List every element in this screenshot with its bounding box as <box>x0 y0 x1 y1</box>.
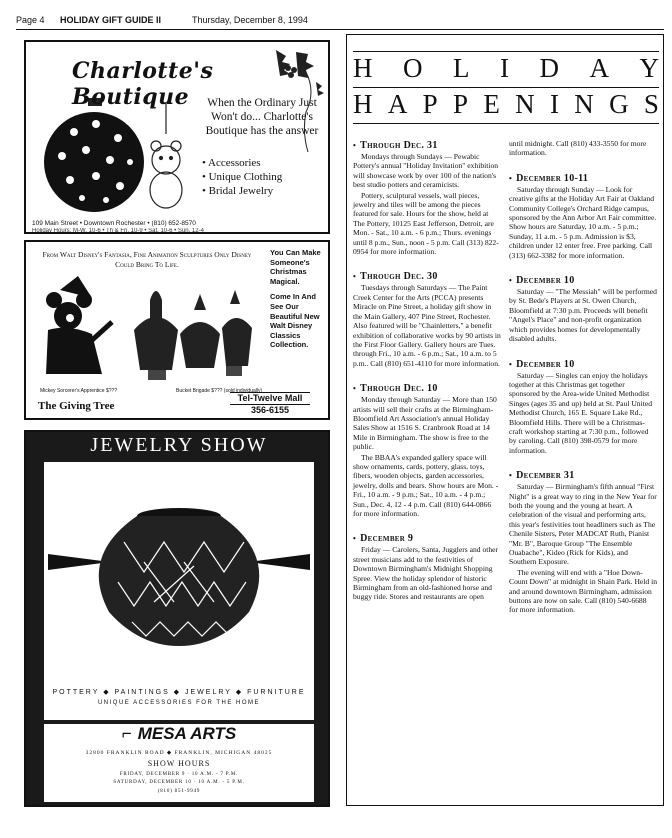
event-description: Pottery, sculptural vessels, wall pieces, jewelry and tiles will be among the pieces featured for sale. Hours for the show, held at The Pottery, 10125 East Jefferson, Detroit, are Mon. - Sat., 10 a.m. - 6 p.m.; Thurs. evenings until 8 p.m., Sun., noon - 5 p.m. Call (313) 822-0954 for more information. <box>353 190 499 257</box>
event-entry <box>353 270 501 368</box>
mesa-arts-info <box>44 724 314 802</box>
happenings-column-right <box>509 139 657 629</box>
event-entry <box>509 358 657 456</box>
mesa-logo-icon: ⌐ <box>121 724 132 743</box>
event-date-heading: • December 9 <box>353 533 414 545</box>
side-copy-2: Come In And See Our Beautiful New Walt Disney Classics Collection. <box>270 292 320 350</box>
event-description: Friday — Carolers, Santa, Jugglers and other street musicians add to the festivities of Downtown Birmingham's Midnight Shopping Spree. View the holiday splendor of historic Birmingham from an old-fashioned horse and buggy ride. Stores and restaurants are open <box>353 545 499 602</box>
masthead-letter: Y <box>639 53 659 83</box>
mickey-sorcerer-icon <box>46 276 112 374</box>
happenings-masthead <box>353 51 659 121</box>
page-header <box>16 8 664 30</box>
event-date-heading: • December 10 <box>509 358 575 370</box>
event-description: Saturday — "The Messiah" will be performed by St. Bede's Players at St. Owen Church, Bloomfield at 7:30 p.m. Proceeds will benefit "Angel's Place" and non-profit organization which provides homes for developmentally disabled adults. <box>509 287 657 344</box>
bullet-icon: • <box>353 272 357 282</box>
masthead-letter: P <box>452 89 468 119</box>
page-number: Page 4 <box>16 15 45 25</box>
masthead-letter: E <box>483 89 500 119</box>
giving-tree-ad <box>24 240 330 420</box>
bullet-icon: • <box>353 141 357 150</box>
masthead-letter: S <box>643 89 659 119</box>
event-description: Saturday — Singles can enjoy the holidays together at this Christmas get together sponsored by the Area-wide United Methodist Singes (ages 35 and up) held at St. Paul United Methodist Church, 165 E. Square Lake Rd., Bloomfield Hills. There will be a Christmas-craft workshop starting at 7:30 p.m., followed by caroling. Call (810) 398-0579 for more information. <box>509 370 652 455</box>
boutique-offerings <box>202 156 282 198</box>
event-entry <box>509 139 657 158</box>
jewelry-show-title: JEWELRY SHOW <box>90 434 268 456</box>
charlottes-boutique-ad <box>24 40 330 234</box>
bullet-icon: • <box>509 359 513 369</box>
event-date-heading: • Through Dec. 10 <box>353 383 438 395</box>
ornament-icon <box>44 98 144 212</box>
event-date-heading: • December 10 <box>509 275 575 287</box>
show-hours-title: SHOW HOURS <box>147 759 211 768</box>
event-entry <box>353 532 501 601</box>
list-item: • Bridal Jewelry <box>202 185 274 197</box>
list-item: • Accessories <box>202 157 261 169</box>
mall-info <box>230 392 310 416</box>
masthead-letter: A <box>387 89 408 119</box>
giving-tree-headline: From Walt Disney's Fantasia, Fine Animation Sculptures Only Disney Could Bring To Life. <box>42 250 252 269</box>
masthead-letter: N <box>574 89 594 119</box>
masthead-happenings <box>353 89 659 120</box>
event-entry <box>353 139 501 256</box>
event-description: Mondays through Sundays — Pewabic Pottery's annual "Holiday Invitation" exhibition will showcase work by over 100 of the nation's best studio potters and ceramicists. <box>353 152 499 190</box>
boutique-address: 109 Main Street • Downtown Rochester • (810) 652-8570 <box>32 220 196 227</box>
boutique-name: Charlotte's Boutique <box>72 58 214 110</box>
masthead-letter: H <box>353 89 373 119</box>
masthead-letter: A <box>589 53 609 83</box>
header-rule <box>16 29 664 30</box>
masthead-letter: L <box>453 53 470 83</box>
mesa-phone: (810) 851-9949 <box>157 789 201 794</box>
event-date-heading: • December 31 <box>509 470 575 482</box>
section-title: HOLIDAY GIFT GUIDE II <box>60 15 162 25</box>
event-description: Saturday — Birmingham's fifth annual "First Night" is a great way to ring in the New Year for both the young and the young at heart. A celebration of the visual and performing arts, this year's festivities tout headliners such as The Chenile Sisters, Peter MADCAT Ruth, Pianist "Mr. B", Baroque Group "The Ensemble Ouabache", Kideo (Rick for Kids), and Southern Exposure. <box>509 482 657 567</box>
event-entry <box>509 274 657 343</box>
event-entry <box>353 382 501 518</box>
event-description: Monday through Saturday — More than 150 artists will sell their crafts at the Birmingham-Bloomfield Art Association's annual Holiday Sales Show at 1516 S. Cranbrook Road at 14 Mile in Birmingham. The show is free to the public. <box>353 395 497 452</box>
masthead-letter: N <box>515 89 535 119</box>
bullet-icon: • <box>509 471 513 481</box>
event-date-heading: • Through Dec. 30 <box>353 271 438 283</box>
boutique-tagline: When the Ordinary Just Won't do... Charlotte's Boutique has the answer <box>205 97 319 137</box>
boutique-hours: Holiday Hours: M-W, 10-6 • Th & Fri, 10-9 • Sat, 10-6 • Sun, 12-4 <box>32 228 204 234</box>
event-description: The BBAA's expanded gallery space will show ornaments, cards, pottery, glass, toys, fibers, wooden objects, garden accessories, jewelry, dolls and bears. Show hours are Mon. - Fri., 10 a.m. - 9 p.m.; Sat., 10 a.m. - 4 p.m.; Sun., Dec. 4, 12 - 4 p.m. Call (810) 644-0866 for more information. <box>353 452 499 518</box>
show-hours-friday: FRIDAY, DECEMBER 9 · 10 A.M. - 7 P.M. <box>119 772 239 777</box>
event-date-heading: • Through Dec. 31 <box>353 140 438 151</box>
masthead-letter: P <box>422 89 438 119</box>
product-subtitle: UNIQUE ACCESSORIES FOR THE HOME <box>97 700 261 706</box>
masthead-holiday <box>353 53 659 84</box>
bear-ornament-icon <box>150 102 182 208</box>
bullet-icon: • <box>353 534 357 544</box>
giving-tree-side-copy <box>270 248 328 350</box>
pottery-vase-image <box>44 462 314 682</box>
event-description: Saturday through Sunday — Look for creative gifts at the Holiday Art Fair at Oakland Community College's Orchard Ridge campus, sponsored by the Ann Arbor Art Fair committee. Show hours are Saturday, 10 a.m. - 5 p.m.; Sunday, 11 a.m. - 5 p.m. Admission is $3, children under 12 enter free. Free parking. Call (313) 662-3382 for more information. <box>509 184 657 260</box>
mesa-arts-brand: ⌐ MESA ARTS <box>121 724 237 743</box>
event-entry <box>509 469 657 615</box>
event-description: The evening will end with a "Hoe Down-Count Down" at midnight in Shain Park. Held in and around downtown Birmingham, admission buttons are now on sale. Call (810) 540-6688 for more information. <box>509 567 658 615</box>
jewelry-show-ad <box>24 430 330 807</box>
masthead-letter: O <box>403 53 423 83</box>
store-name: The Giving Tree <box>38 400 115 412</box>
happenings-column-left <box>353 139 501 616</box>
masthead-letter: D <box>539 53 559 83</box>
side-copy-1: You Can Make Someone's Christmas Magical. <box>270 248 321 286</box>
masthead-letter: I <box>549 89 559 119</box>
broom-bucket-icon <box>134 290 252 380</box>
caption-left: Mickey Sorcerer's Apprentice $??? <box>40 388 118 394</box>
mesa-address: 32800 FRANKLIN ROAD ◆ FRANKLIN, MICHIGAN 48025 <box>85 750 273 756</box>
masthead-letter: G <box>609 89 629 119</box>
mall-name: Tel-Twelve Mall <box>230 392 310 405</box>
event-date-heading: • December 10-11 <box>509 172 589 184</box>
store-phone: 356-6155 <box>250 405 290 415</box>
fantasia-figurines-image <box>30 270 270 390</box>
event-entry <box>509 172 657 260</box>
bullet-icon: • <box>509 276 513 286</box>
pottery-panel <box>44 462 314 720</box>
show-hours-saturday: SATURDAY, DECEMBER 10 · 10 A.M. - 5 P.M. <box>113 780 245 785</box>
event-description: Tuesdays through Saturdays — The Paint Creek Center for the Arts (PCCA) presents Miracle on Pine Street, a holiday gift show in the Main Gallery, 407 Pine Street, Rochester. Also featured will be "Chainletters," a benefit exhibition of collaborative works by 90 artists in the First Floor Gallery. Gallery hours are Tues. through Fri., 10 a.m. - 6 p.m.; Sat., 10 a.m. to 5 p.m.. Call (810) 651-4110 for more information. <box>353 283 501 368</box>
list-item: • Unique Clothing <box>202 171 283 183</box>
bullet-icon: • <box>353 384 357 394</box>
event-description: until midnight. Call (810) 433-3550 for more information. <box>509 139 647 158</box>
vase-icon <box>48 508 310 646</box>
masthead-letter: H <box>353 53 373 83</box>
caption-right: Bucket Brigade $??? (sold individually) <box>176 388 263 394</box>
masthead-letter: I <box>500 53 509 83</box>
bullet-icon: • <box>509 173 513 183</box>
holiday-happenings-box <box>346 34 664 806</box>
issue-date: Thursday, December 8, 1994 <box>192 15 308 25</box>
product-categories: POTTERY ◆ PAINTINGS ◆ JEWELRY ◆ FURNITURE <box>52 689 306 696</box>
